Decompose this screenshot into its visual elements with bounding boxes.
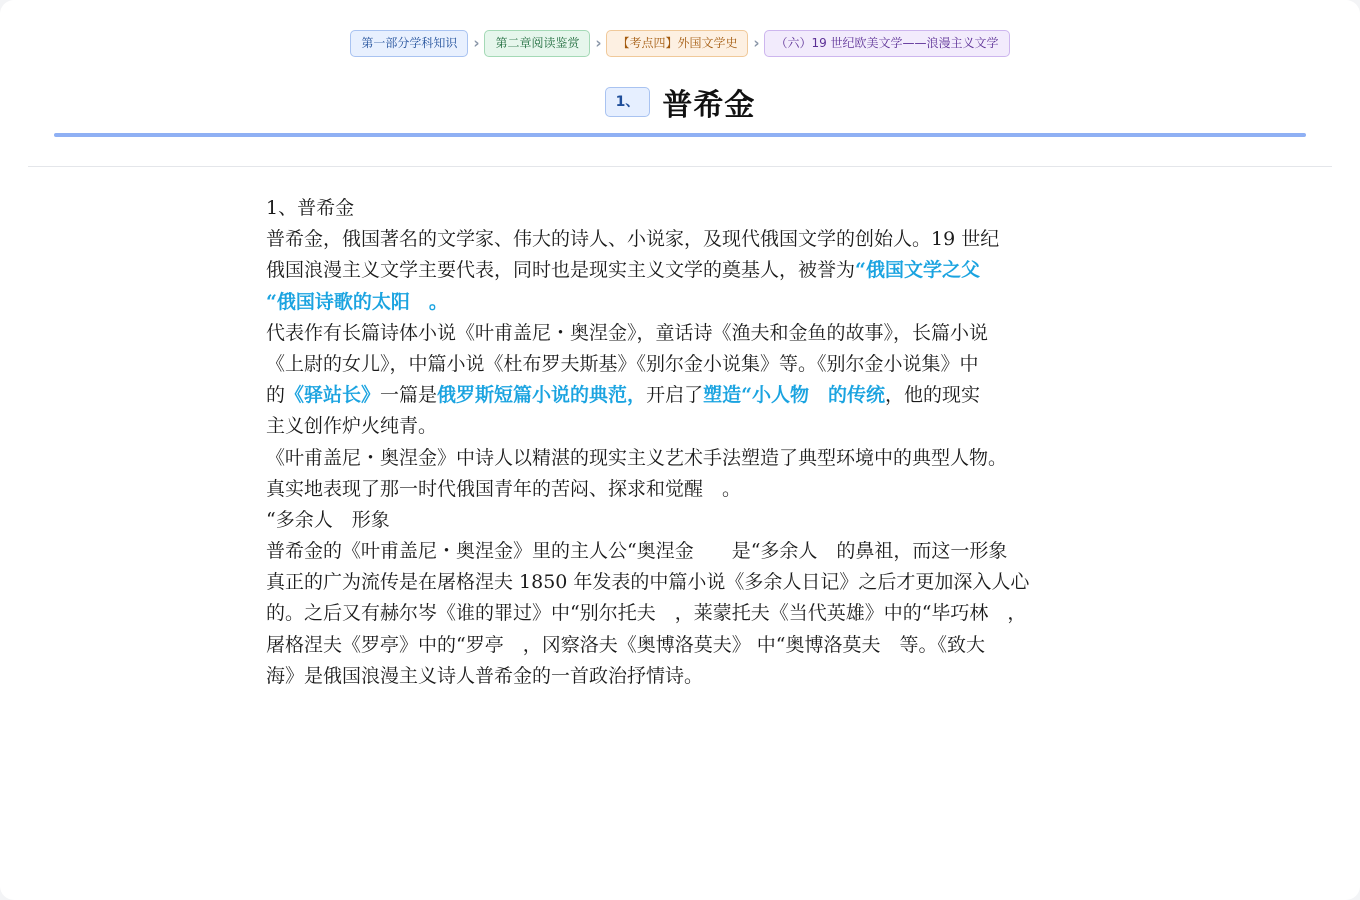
text-segment: 代表作有长篇诗体小说《叶甫盖尼・奥涅金》，童话诗《渔夫和金鱼的故事》，长篇小说 <box>266 321 989 344</box>
text-line <box>266 193 1136 224</box>
text-segment: 1、普希金 <box>266 197 355 219</box>
header-divider <box>28 166 1332 167</box>
title-underline <box>54 133 1306 137</box>
text-line <box>266 224 1136 255</box>
text-segment: 真正的广为流传是在屠格涅夫 1850 年发表的中篇小说《多余人日记》之后才更加深入人心 <box>266 571 1030 594</box>
text-line <box>266 630 1136 661</box>
text-line <box>266 443 1136 474</box>
highlighted-text: 《驿站长》 <box>285 384 381 407</box>
text-line <box>266 287 1136 318</box>
text-line <box>266 567 1136 598</box>
text-line <box>266 411 1136 442</box>
text-segment: 屠格涅夫《罗亭》中的“罗亭 ，冈察洛夫《奥博洛莫夫》 中“奥博洛莫夫 等。《致大 <box>266 633 985 656</box>
chevron-right-icon: › <box>473 34 480 52</box>
breadcrumb-item-part[interactable]: 第一部分学科知识 <box>350 30 468 57</box>
breadcrumb-item-section[interactable]: （六）19 世纪欧美文学——浪漫主义文学 <box>764 30 1009 57</box>
text-line <box>266 536 1136 567</box>
text-line <box>266 505 1136 536</box>
article-body <box>266 193 1136 692</box>
highlighted-text: “俄国文学之父 <box>855 259 980 282</box>
text-segment: 《上尉的女儿》，中篇小说《杜布罗夫斯基》《别尔金小说集》等。《别尔金小说集》中 <box>266 352 979 375</box>
text-line <box>266 598 1136 629</box>
text-segment: 普希金的《叶甫盖尼・奥涅金》里的主人公“奥涅金 是“多余人 的鼻祖，而这一形象 <box>266 540 1008 563</box>
highlighted-text: 塑造“小人物 的传统 <box>703 384 886 407</box>
text-line <box>266 318 1136 349</box>
text-segment: 真实地表现了那一时代俄国青年的苦闷、探求和觉醒 。 <box>266 477 742 500</box>
text-segment: 普希金，俄国著名的文学家、伟大的诗人、小说家，及现代俄国文学的创始人。19 世纪 <box>266 228 1000 251</box>
highlighted-text: “俄国诗歌的太阳 。 <box>266 290 448 313</box>
chevron-right-icon: › <box>753 34 760 52</box>
breadcrumb-item-chapter[interactable]: 第二章阅读鉴赏 <box>484 30 590 57</box>
breadcrumb <box>0 30 1360 57</box>
text-segment: 开启了 <box>646 384 704 407</box>
text-segment: 的 <box>266 384 286 407</box>
text-line <box>266 255 1136 286</box>
text-line <box>266 380 1136 411</box>
text-line <box>266 661 1136 692</box>
text-segment: 《叶甫盖尼・奥涅金》中诗人以精湛的现实主义艺术手法塑造了典型环境中的典型人物。 <box>266 446 1008 469</box>
highlighted-text: 俄罗斯短篇小说的典范， <box>437 384 647 407</box>
text-segment: 的。之后又有赫尔岑《谁的罪过》中“别尔托夫 ，莱蒙托夫《当代英雄》中的“毕巧林 ， <box>266 602 1027 625</box>
page-title: 普希金 <box>662 88 756 123</box>
breadcrumb-item-topic[interactable]: 【考点四】外国文学史 <box>606 30 748 57</box>
text-line <box>266 474 1136 505</box>
text-segment: 一篇是 <box>380 384 438 407</box>
page-header <box>0 80 1360 124</box>
text-segment: “多余人 形象 <box>266 508 390 531</box>
text-segment: 主义创作炉火纯青。 <box>266 415 438 438</box>
text-segment: ，他的现实 <box>885 384 981 407</box>
text-line <box>266 349 1136 380</box>
chevron-right-icon: › <box>595 34 602 52</box>
text-segment: 俄国浪漫主义文学主要代表，同时也是现实主义文学的奠基人，被誉为 <box>266 259 856 282</box>
section-number-badge: 1、 <box>605 87 651 117</box>
text-segment: 海》是俄国浪漫主义诗人普希金的一首政治抒情诗。 <box>266 664 704 687</box>
